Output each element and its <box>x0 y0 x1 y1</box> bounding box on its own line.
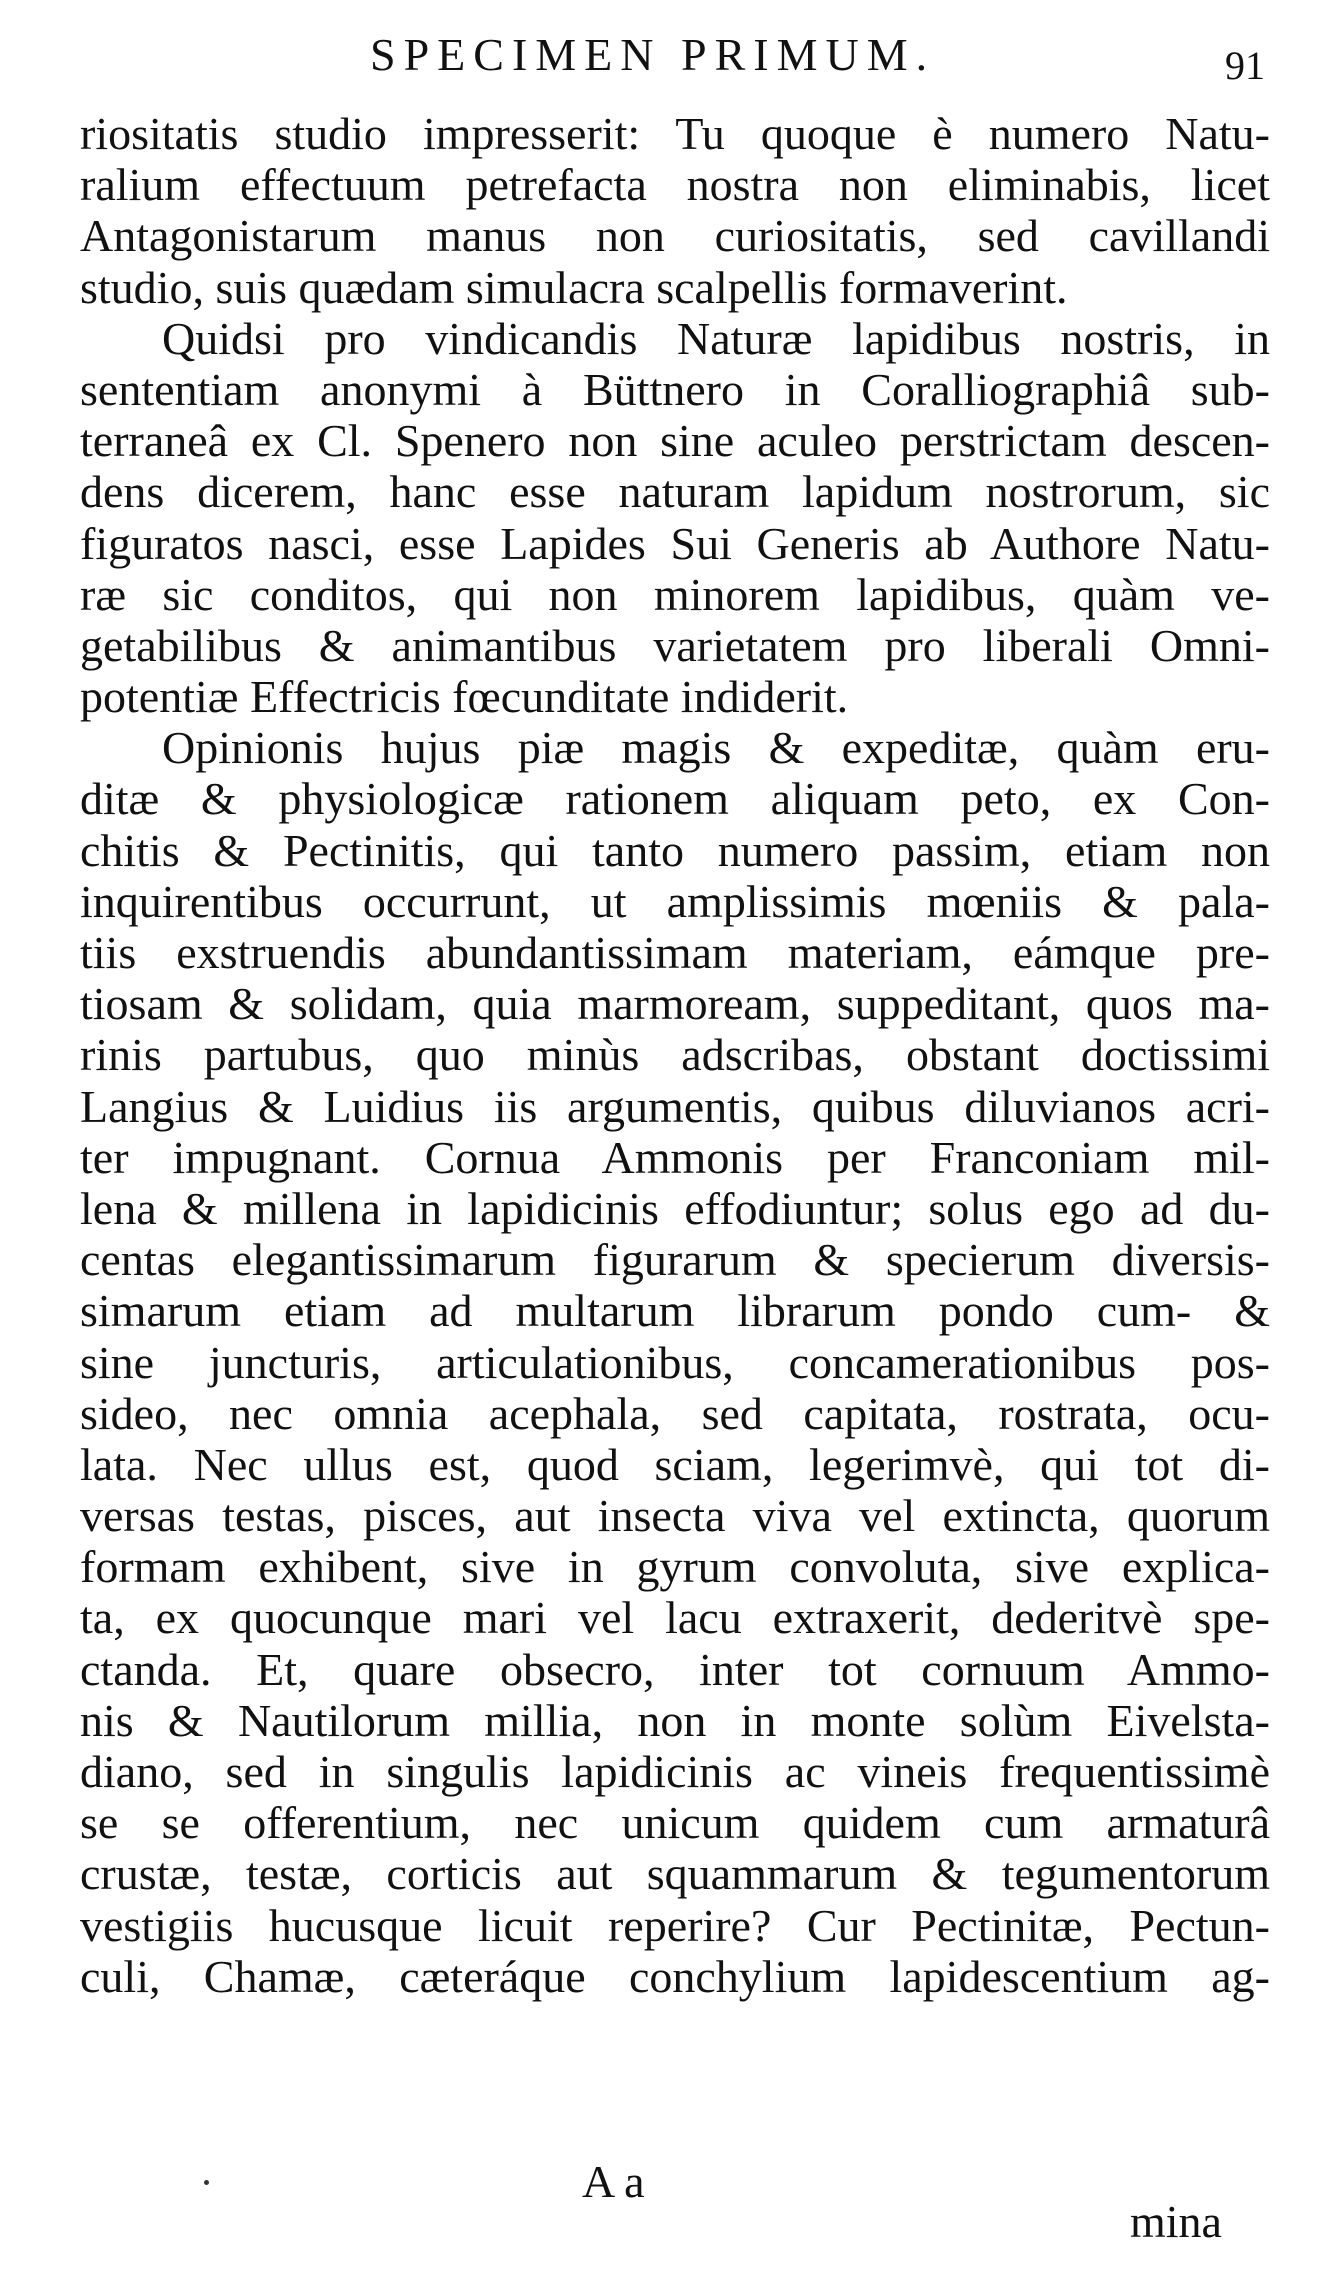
text-line: formam exhibent, sive in gyrum convoluta, sive explica- <box>80 1541 1270 1593</box>
text-line: ralium effectuum petrefacta nostra non eliminabis, licet <box>80 159 1270 211</box>
text-line: tiosam & solidam, quia marmoream, suppeditant, quos ma- <box>80 978 1270 1030</box>
text-line: chitis & Pectinitis, qui tanto numero passim, etiam non <box>80 824 1270 876</box>
text-line: lena & millena in lapidicinis effodiuntur; solus ego ad du- <box>80 1182 1270 1234</box>
text-line: terraneâ ex Cl. Spenero non sine aculeo perstrictam descen- <box>80 415 1270 467</box>
catchword: mina <box>1130 2196 1222 2247</box>
text-line: vestigiis hucusque licuit reperire? Cur Pectinitæ, Pectun- <box>80 1899 1270 1951</box>
text-line: studio, suis quædam simulacra scalpellis formaverint. <box>80 261 1068 313</box>
text-line: Opinionis hujus piæ magis & expeditæ, quàm eru- <box>162 722 1270 774</box>
text-line: Antagonistarum manus non curiositatis, sed cavillandi <box>80 210 1270 262</box>
text-line: dens dicerem, hanc esse naturam lapidum nostrorum, sic <box>80 466 1270 518</box>
text-line: tiis exstruendis abundantissimam materiam, eámque pre- <box>80 927 1270 978</box>
page-number: 91 <box>1225 43 1265 88</box>
text-line: ræ sic conditos, qui non minorem lapidibus, quàm ve- <box>80 568 1270 620</box>
text-line: crustæ, testæ, corticis aut squammarum & tegumentorum <box>80 1848 1270 1900</box>
text-line: sine juncturis, articulationibus, concamerationibus pos- <box>80 1336 1270 1388</box>
text-line: rinis partubus, quo minùs adscribas, obstant doctissimi <box>80 1029 1270 1081</box>
text-line: ctanda. Et, quare obsecro, inter tot cornuum Ammo- <box>80 1643 1270 1695</box>
text-line: versas testas, pisces, aut insecta viva vel extincta, quorum <box>80 1490 1270 1542</box>
text-line: lata. Nec ullus est, quod sciam, legerimvè, qui tot di- <box>80 1438 1270 1490</box>
running-head: SPECIMEN PRIMUM. <box>370 29 936 80</box>
body-text <box>80 108 1270 2002</box>
text-line: ter impugnant. Cornua Ammonis per Franconiam mil- <box>80 1131 1270 1183</box>
text-line: simarum etiam ad multarum librarum pondo cum- & <box>80 1285 1270 1337</box>
text-line: Langius & Luidius iis argumentis, quibus diluvianos acri- <box>80 1080 1270 1132</box>
text-line: Quidsi pro vindicandis Naturæ lapidibus nostris, in <box>162 312 1270 364</box>
text-line: centas elegantissimarum figurarum & specierum diversis- <box>80 1234 1270 1286</box>
text-line: potentiæ Effectricis fœcunditate indiderit. <box>80 671 849 723</box>
signature-mark: A a <box>582 2156 645 2207</box>
text-line: riositatis studio impresserit: Tu quoque è numero Natu- <box>80 108 1270 159</box>
text-line: ta, ex quocunque mari vel lacu extraxerit, dederitvè spe- <box>80 1592 1270 1644</box>
text-line: diano, sed in singulis lapidicinis ac vineis frequentissimè <box>80 1746 1270 1797</box>
text-line: figuratos nasci, esse Lapides Sui Generis ab Authore Natu- <box>80 517 1270 569</box>
text-line: se se offerentium, nec unicum quidem cum armaturâ <box>80 1797 1270 1849</box>
text-line: ditæ & physiologicæ rationem aliquam peto, ex Con- <box>80 773 1270 825</box>
text-line: sideo, nec omnia acephala, sed capitata, rostrata, ocu- <box>80 1387 1270 1439</box>
text-line: getabilibus & animantibus varietatem pro liberali Omni- <box>80 619 1270 671</box>
text-line: culi, Chamæ, cæteráque conchylium lapidescentium ag- <box>80 1950 1270 2002</box>
text-line: sententiam anonymi à Büttnero in Coralliographiâ sub- <box>80 363 1270 415</box>
text-line: nis & Nautilorum millia, non in monte solùm Eivelsta- <box>80 1694 1270 1746</box>
printer-dot-mark <box>204 2180 209 2185</box>
text-line: inquirentibus occurrunt, ut amplissimis mœniis & pala- <box>80 875 1270 927</box>
